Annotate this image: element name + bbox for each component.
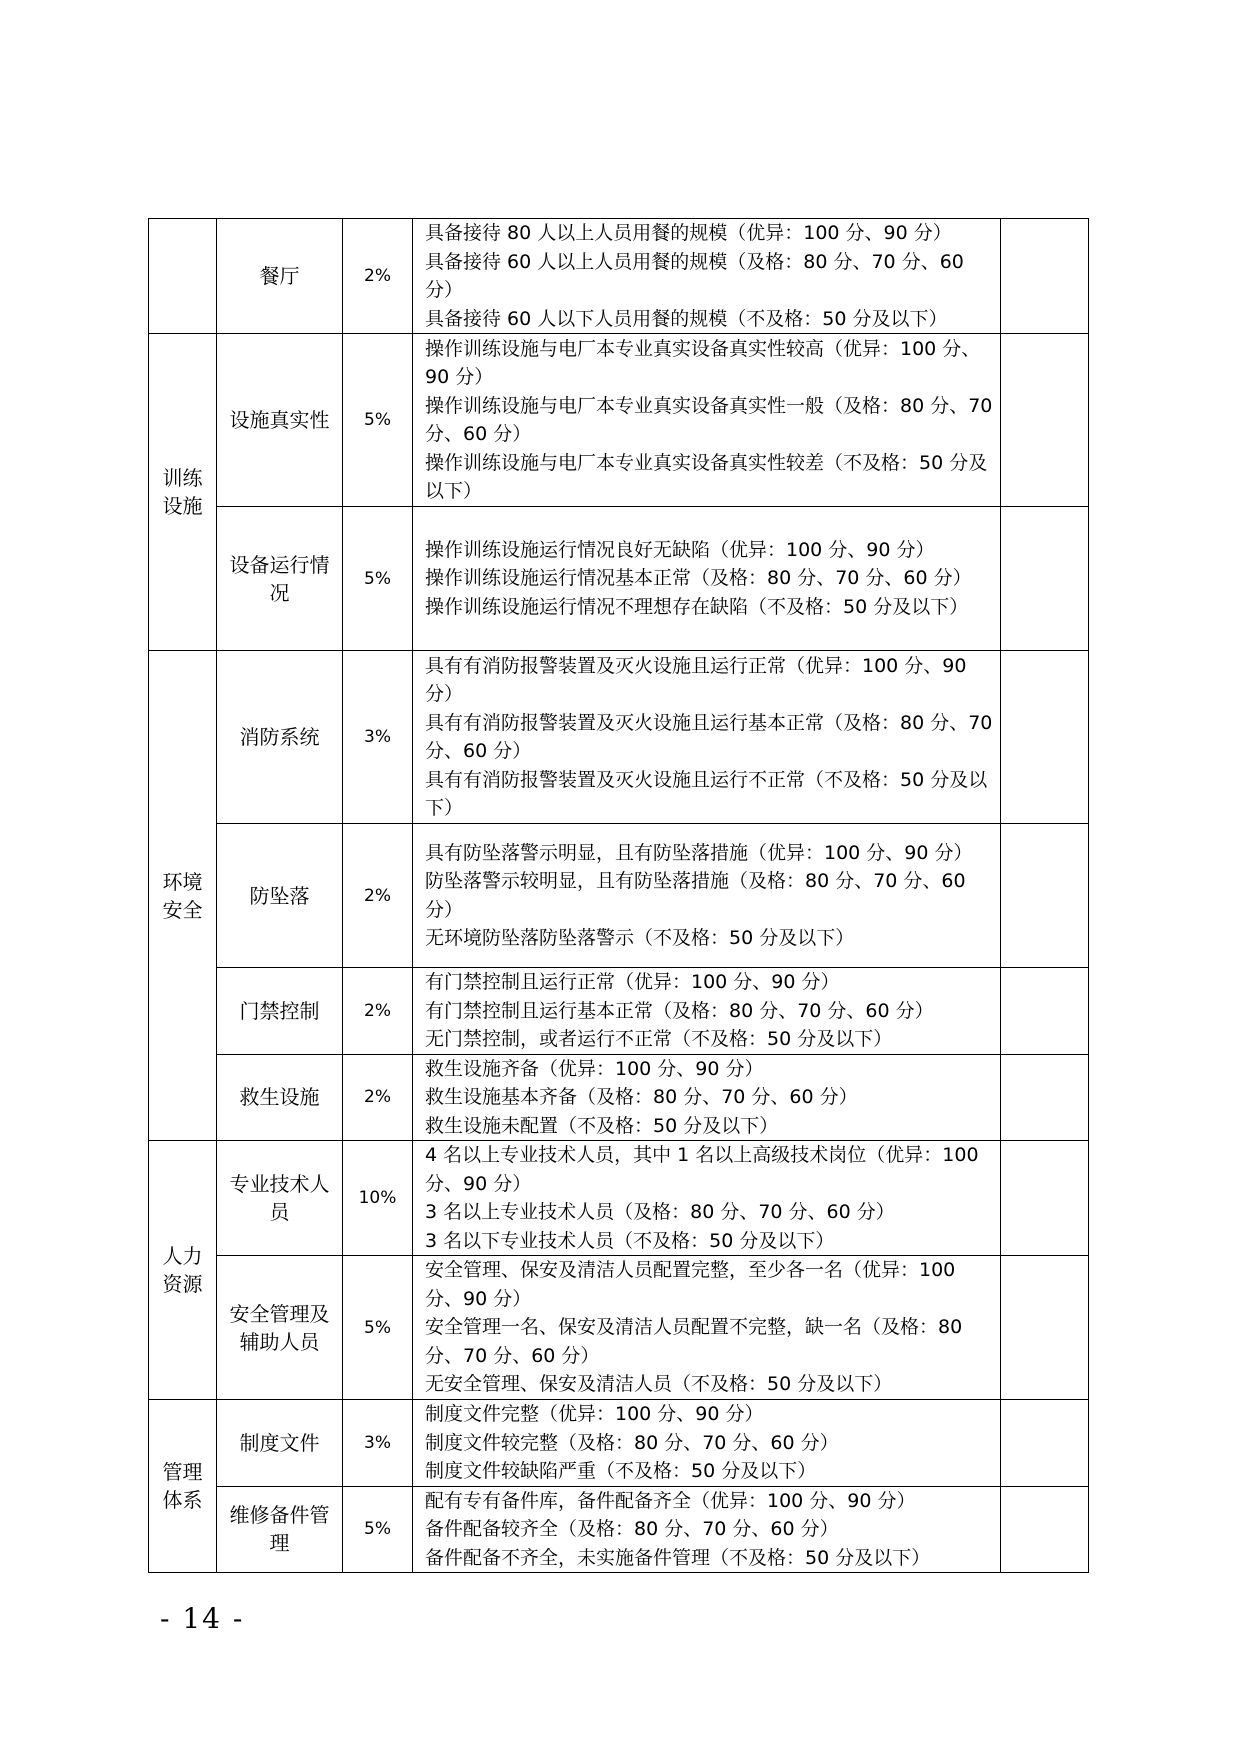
criteria-line: 操作训练设施运行情况基本正常（及格：80 分、70 分、60 分） [425, 567, 972, 590]
score-cell [1001, 1141, 1089, 1256]
criteria-line: 4 名以上专业技术人员，其中 1 名以上高级技术岗位（优异：100 分、90 分） [425, 1144, 979, 1195]
criteria-line: 具备接待 80 人以上人员用餐的规模（优异：100 分、90 分） [425, 222, 952, 244]
criteria-cell [413, 651, 1001, 824]
table-row [149, 968, 1089, 1055]
criteria-line: 操作训练设施与电厂本专业真实设备真实性较高（优异：100 分、90 分） [425, 337, 981, 388]
score-cell [1001, 1486, 1089, 1573]
score-cell [1001, 651, 1089, 824]
table-row [149, 651, 1089, 824]
item-cell: 设施真实性 [217, 334, 343, 507]
table-row [149, 219, 1089, 334]
item-cell: 救生设施 [217, 1054, 343, 1141]
weight-cell: 5% [343, 507, 413, 651]
criteria-cell [413, 334, 1001, 507]
criteria-cell [413, 507, 1001, 651]
score-cell [1001, 1054, 1089, 1141]
item-cell: 防坠落 [217, 824, 343, 968]
criteria-line: 具有防坠落警示明显，且有防坠落措施（优异：100 分、90 分） [425, 841, 973, 864]
criteria-cell [413, 1256, 1001, 1400]
criteria-line: 具备接待 60 人以上人员用餐的规模（及格：80 分、70 分、60 分） [425, 250, 964, 301]
page-number: - 14 - [160, 1602, 245, 1635]
criteria-line: 操作训练设施与电厂本专业真实设备真实性一般（及格：80 分、70 分、60 分） [425, 394, 993, 445]
criteria-line: 操作训练设施与电厂本专业真实设备真实性较差（不及格：50 分及以下） [425, 451, 988, 502]
item-cell: 餐厅 [217, 219, 343, 334]
category-cell: 环境安全 [149, 651, 217, 1141]
item-cell: 设备运行情况 [217, 507, 343, 651]
criteria-line: 具有有消防报警装置及灭火设施且运行基本正常（及格：80 分、70 分、60 分） [425, 711, 993, 762]
criteria-line: 制度文件较完整（及格：80 分、70 分、60 分） [425, 1431, 839, 1454]
criteria-line: 无门禁控制，或者运行不正常（不及格：50 分及以下） [425, 1028, 893, 1050]
criteria-line: 无环境防坠落防坠落警示（不及格：50 分及以下） [425, 927, 855, 949]
weight-cell: 5% [343, 1486, 413, 1573]
item-cell: 专业技术人员 [217, 1141, 343, 1256]
score-cell [1001, 824, 1089, 968]
table-row [149, 334, 1089, 507]
table-row [149, 824, 1089, 968]
criteria-line: 安全管理、保安及清洁人员配置完整，至少各一名（优异：100 分、90 分） [425, 1259, 956, 1310]
criteria-line: 防坠落警示较明显，且有防坠落措施（及格：80 分、70 分、60 分） [425, 870, 966, 921]
criteria-line: 有门禁控制且运行基本正常（及格：80 分、70 分、60 分） [425, 999, 934, 1022]
table-row [149, 1256, 1089, 1400]
category-cell: 训练设施 [149, 334, 217, 651]
criteria-line: 有门禁控制且运行正常（优异：100 分、90 分） [425, 971, 840, 993]
criteria-line: 操作训练设施运行情况良好无缺陷（优异：100 分、90 分） [425, 538, 935, 561]
score-cell [1001, 507, 1089, 651]
criteria-line: 救生设施基本齐备（及格：80 分、70 分、60 分） [425, 1086, 858, 1108]
weight-cell: 2% [343, 824, 413, 968]
weight-cell: 2% [343, 1054, 413, 1141]
category-cell: 管理体系 [149, 1400, 217, 1573]
table-row [149, 1054, 1089, 1141]
criteria-cell [413, 824, 1001, 968]
criteria-line: 具有有消防报警装置及灭火设施且运行不正常（不及格：50 分及以下） [425, 768, 988, 819]
criteria-line: 制度文件完整（优异：100 分、90 分） [425, 1403, 764, 1425]
criteria-line: 具备接待 60 人以下人员用餐的规模（不及格：50 分及以下） [425, 307, 948, 330]
criteria-line: 制度文件较缺陷严重（不及格：50 分及以下） [425, 1460, 817, 1482]
table-row [149, 507, 1089, 651]
criteria-cell [413, 1054, 1001, 1141]
criteria-line: 具有有消防报警装置及灭火设施且运行正常（优异：100 分、90 分） [425, 654, 967, 705]
criteria-cell [413, 968, 1001, 1055]
score-cell [1001, 1400, 1089, 1487]
category-cell: 人力资源 [149, 1141, 217, 1400]
weight-cell: 5% [343, 1256, 413, 1400]
weight-cell: 2% [343, 219, 413, 334]
criteria-line: 救生设施齐备（优异：100 分、90 分） [425, 1057, 764, 1080]
table-row [149, 1400, 1089, 1487]
criteria-line: 配有专有备件库，备件配备齐全（优异：100 分、90 分） [425, 1489, 916, 1512]
category-cell [149, 219, 217, 334]
weight-cell: 10% [343, 1141, 413, 1256]
weight-cell: 5% [343, 334, 413, 507]
criteria-line: 备件配备较齐全（及格：80 分、70 分、60 分） [425, 1518, 839, 1540]
item-cell: 制度文件 [217, 1400, 343, 1487]
score-cell [1001, 968, 1089, 1055]
score-cell [1001, 1256, 1089, 1400]
criteria-cell [413, 1486, 1001, 1573]
score-cell [1001, 219, 1089, 334]
criteria-cell [413, 1141, 1001, 1256]
item-cell: 门禁控制 [217, 968, 343, 1055]
evaluation-table [148, 218, 1089, 1573]
criteria-line: 操作训练设施运行情况不理想存在缺陷（不及格：50 分及以下） [425, 595, 969, 618]
table-row [149, 1486, 1089, 1573]
weight-cell: 3% [343, 1400, 413, 1487]
score-cell [1001, 334, 1089, 507]
criteria-cell [413, 219, 1001, 334]
weight-cell: 3% [343, 651, 413, 824]
item-cell: 维修备件管理 [217, 1486, 343, 1573]
criteria-line: 备件配备不齐全，未实施备件管理（不及格：50 分及以下） [425, 1546, 931, 1569]
criteria-line: 无安全管理、保安及清洁人员（不及格：50 分及以下） [425, 1373, 893, 1396]
criteria-cell [413, 1400, 1001, 1487]
criteria-line: 3 名以上专业技术人员（及格：80 分、70 分、60 分） [425, 1201, 895, 1223]
weight-cell: 2% [343, 968, 413, 1055]
table-row [149, 1141, 1089, 1256]
criteria-line: 救生设施未配置（不及格：50 分及以下） [425, 1114, 779, 1137]
criteria-line: 3 名以下专业技术人员（不及格：50 分及以下） [425, 1229, 835, 1252]
item-cell: 安全管理及辅助人员 [217, 1256, 343, 1400]
item-cell: 消防系统 [217, 651, 343, 824]
criteria-line: 安全管理一名、保安及清洁人员配置不完整，缺一名（及格：80 分、70 分、60 分） [425, 1316, 963, 1367]
